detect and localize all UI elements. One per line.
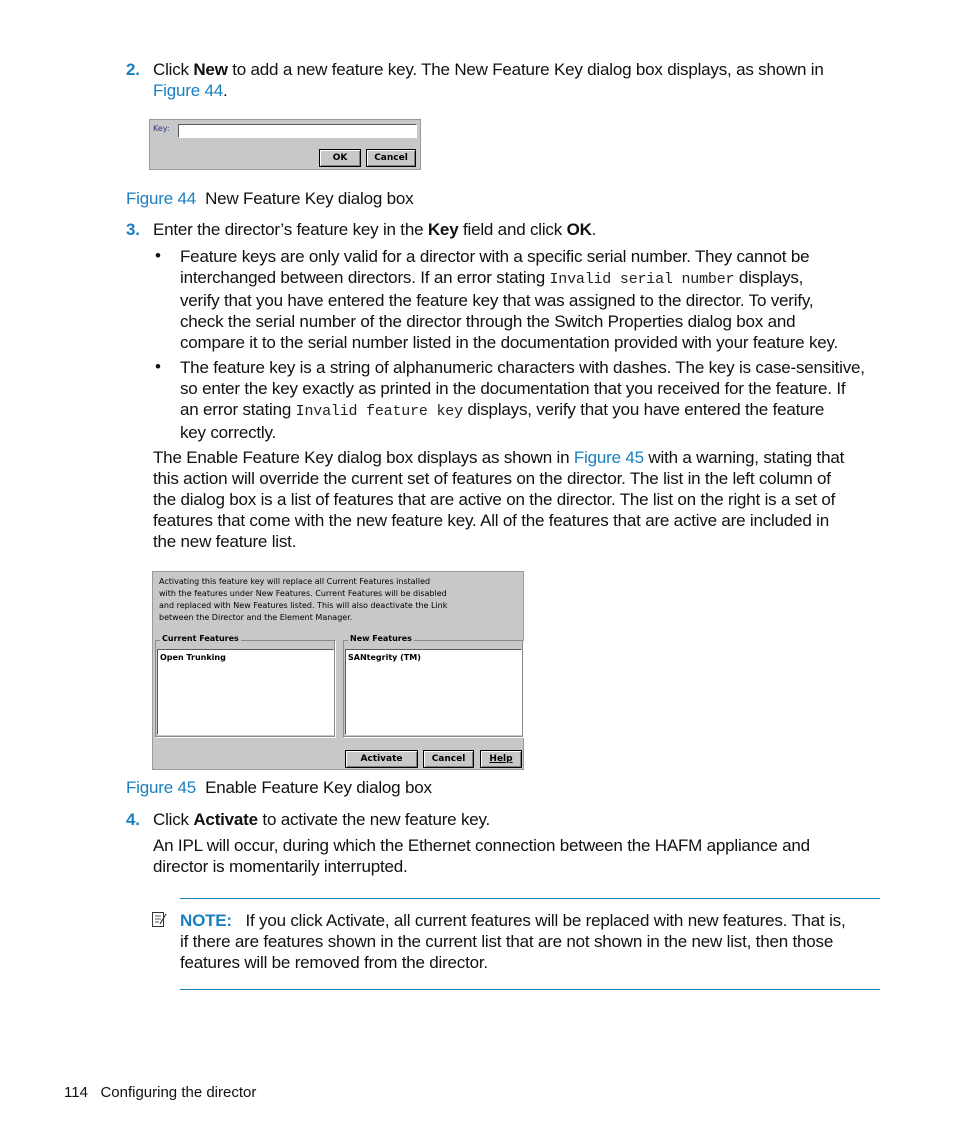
warning-text: Activating this feature key will replace all Current Features installed with the features under New Features. Current Features will be disabled and replaced with New Features listed. This will also deactivate the Link between the Director and the Element Manager. xyxy=(159,577,448,622)
list-item[interactable]: Open Trunking xyxy=(160,653,226,662)
footer xyxy=(64,1084,256,1101)
enable-feature-key-dialog xyxy=(152,571,524,770)
chapter-title: Configuring the director xyxy=(100,1084,257,1101)
new-feature-key-dialog xyxy=(149,119,421,170)
note-bottom-rule xyxy=(180,989,880,990)
step-4-number: 4. xyxy=(126,810,140,829)
step-4-text: Click Activate to activate the new feature key. xyxy=(153,810,491,829)
new-features-group xyxy=(343,634,523,737)
step-4-paragraph: An IPL will occur, during which the Ethernet connection between the HAFM appliance and director is momentarily interrupted. xyxy=(153,836,810,876)
current-features-list[interactable] xyxy=(157,649,334,735)
note-top-rule xyxy=(180,898,880,899)
current-features-title: Current Features xyxy=(162,634,239,643)
step-2-number: 2. xyxy=(126,60,140,79)
current-features-group xyxy=(155,634,335,737)
figure-44-link[interactable]: Figure 44 xyxy=(153,81,224,100)
help-button[interactable]: Help xyxy=(480,750,522,768)
figure-45-caption: Figure 45 Enable Feature Key dialog box xyxy=(126,778,432,797)
figure-44-caption: Figure 44 New Feature Key dialog box xyxy=(126,189,414,208)
cancel-button[interactable]: Cancel xyxy=(423,750,474,768)
figure-45-link[interactable]: Figure 45 xyxy=(573,448,644,467)
bullet-1-marker: • xyxy=(155,246,161,265)
step-2-text: Click New to add a new feature key. The New Feature Key dialog box displays, as shown in xyxy=(153,60,824,79)
note-icon xyxy=(151,911,167,929)
bullet-2-text: The feature key is a string of alphanumeric characters with dashes. The key is case-sensitive, so enter the key exactly as printed in the documentation that you received for the feature. If an error stating Invalid feature key displays, verify that you have entered the feature key correctly. xyxy=(180,358,865,442)
step-3-text: Enter the director’s feature key in the Key field and click OK. xyxy=(153,220,597,239)
note-label: NOTE: xyxy=(180,911,232,930)
enable-paragraph: The Enable Feature Key dialog box displays as shown in Figure 45 with a warning, stating that this action will override the current set of features on the director. The list in the left column of the dialog box is a list of features that are active on the director. The list on the right is a set of features that come with the new feature key. All of the features that are active are included in the new feature list. xyxy=(153,448,845,551)
step-3-number: 3. xyxy=(126,220,140,239)
list-item[interactable]: SANtegrity (TM) xyxy=(348,653,421,662)
note-text: NOTE: If you click Activate, all current features will be replaced with new features. That is, if there are features shown in the current list that are not shown in the new list, then those features will be removed from the director. xyxy=(180,911,846,972)
page-number: 114 xyxy=(64,1084,88,1101)
cancel-button[interactable]: Cancel xyxy=(366,149,416,167)
bullet-1-text: Feature keys are only valid for a director with a specific serial number. They cannot be interchanged between directors. If an error stating Invalid serial number displays, verify that you have entered the feature key that was assigned to the director. To verify, check the serial number of the director through the Switch Properties dialog box and compare it to the serial number listed in the documentation provided with your feature key. xyxy=(180,247,839,352)
new-features-list[interactable] xyxy=(345,649,522,735)
activate-button[interactable]: Activate xyxy=(345,750,418,768)
new-features-title: New Features xyxy=(350,634,412,643)
key-label: Key: xyxy=(153,124,170,133)
ok-button[interactable]: OK xyxy=(319,149,361,167)
key-input[interactable] xyxy=(178,124,417,138)
bullet-2-marker: • xyxy=(155,357,161,376)
step-2-line2: Figure 44. xyxy=(153,81,228,100)
